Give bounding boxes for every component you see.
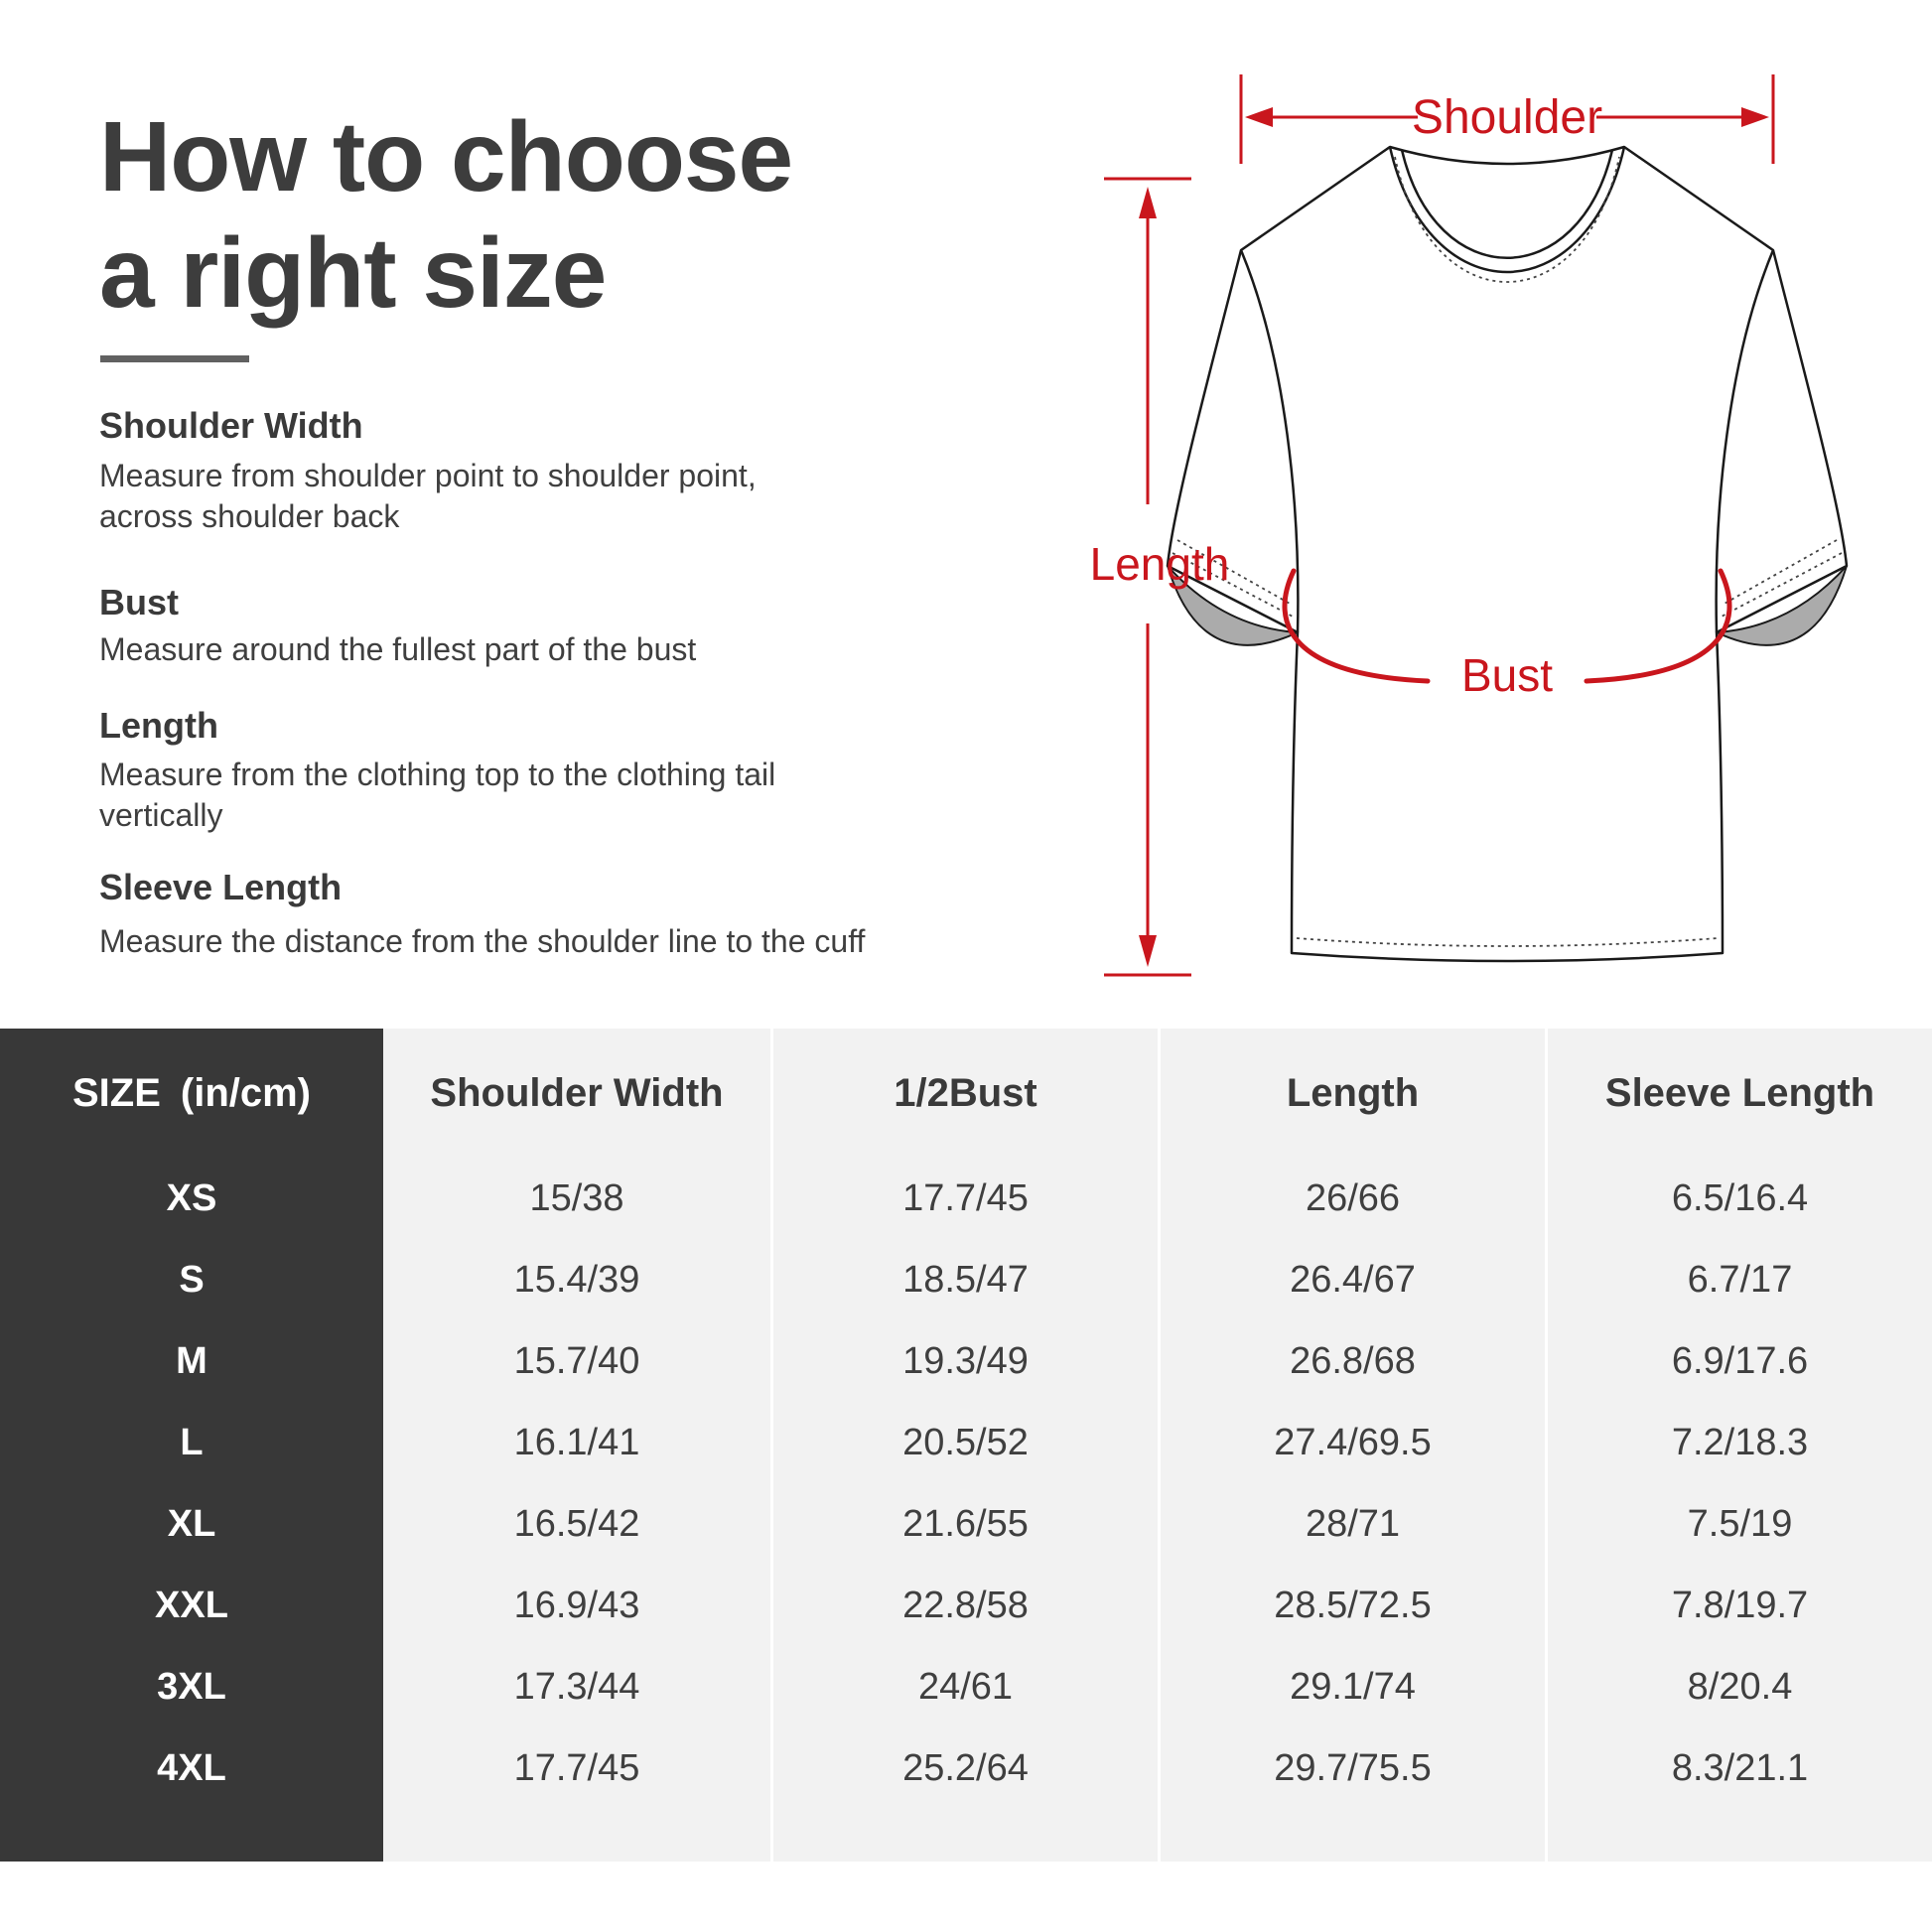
section-text-bust [99,629,696,670]
table-cell: 18.5/47 [902,1258,1029,1301]
table-column-half-bust [770,1029,1158,1862]
table-cell: 15/38 [529,1176,624,1219]
table-cell: 19.3/49 [902,1339,1029,1382]
page-title-line1: How to choose [99,101,793,212]
table-cell: 7.8/19.7 [1671,1584,1809,1626]
page-title-line2: a right size [99,217,607,329]
table-cell: 26.4/67 [1290,1258,1416,1301]
section-heading-length: Length [99,705,218,746]
table-cell: 17.7/45 [513,1746,640,1789]
table-cell: 8.3/21.1 [1671,1746,1809,1789]
table-cell: 29.1/74 [1290,1665,1416,1708]
table-cell: 24/61 [917,1665,1014,1708]
section-heading-sleeve-length: Sleeve Length [99,867,343,907]
table-cell: 25.2/64 [902,1746,1029,1789]
table-cell: 16.9/43 [513,1584,640,1626]
tshirt-measurement-diagram [854,30,1932,1023]
section-text-shoulder-width [99,456,757,537]
size-row-label: XS [166,1176,217,1219]
section-text-sleeve-length [99,921,865,962]
table-cell: 7.5/19 [1687,1502,1793,1545]
table-cell: 6.5/16.4 [1671,1176,1809,1219]
table-cell: 6.9/17.6 [1671,1339,1809,1382]
table-cell: 21.6/55 [902,1502,1029,1545]
table-cell: 6.7/17 [1687,1258,1793,1301]
size-row-label: 3XL [157,1665,226,1708]
table-cell: 28.5/72.5 [1274,1584,1432,1626]
shoulder-dimension-label: Shoulder [1411,91,1603,144]
table-cell: 16.1/41 [513,1421,640,1463]
table-cell: 17.7/45 [902,1176,1029,1219]
size-row-label: M [176,1339,207,1382]
table-cell: 8/20.4 [1687,1665,1793,1708]
table-column-length [1158,1029,1545,1862]
table-cell: 17.3/44 [513,1665,640,1708]
column-header-size: SIZE (in/cm) [71,1070,312,1115]
text-line: Measure from the clothing top to the clothing tail [99,757,776,792]
table-cell: 20.5/52 [902,1421,1029,1463]
table-cell: 7.2/18.3 [1671,1421,1809,1463]
column-header-length: Length [1286,1070,1420,1115]
size-row-label: 4XL [157,1746,226,1789]
section-heading-shoulder-width: Shoulder Width [99,405,363,446]
text-line: Measure from shoulder point to shoulder point, [99,458,757,493]
section-heading-bust: Bust [99,582,179,622]
table-column-size [0,1029,383,1862]
length-dimension-label: Length [1089,538,1230,590]
text-line: Measure around the fullest part of the bust [99,631,697,667]
table-cell: 29.7/75.5 [1274,1746,1432,1789]
text-line: Measure the distance from the shoulder line to the cuff [99,923,866,959]
column-header-sleeve-length: Sleeve Length [1604,1070,1875,1115]
text-line: vertically [99,797,223,833]
size-row-label: S [179,1258,205,1301]
table-cell: 28/71 [1305,1502,1401,1545]
table-cell: 15.4/39 [513,1258,640,1301]
table-cell: 15.7/40 [513,1339,640,1382]
text-line: across shoulder back [99,498,400,534]
tshirt-outline [1168,147,1847,961]
size-chart-table [0,1029,1932,1862]
table-cell: 22.8/58 [902,1584,1029,1626]
size-row-label: XXL [155,1584,228,1626]
column-header-shoulder-width: Shoulder Width [430,1070,724,1115]
table-column-shoulder-width [383,1029,770,1862]
page-title [99,99,792,332]
title-divider [100,355,249,362]
column-header-half-bust: 1/2Bust [894,1070,1037,1115]
table-cell: 16.5/42 [513,1502,640,1545]
size-row-label: XL [167,1502,216,1545]
table-cell: 26/66 [1305,1176,1401,1219]
section-text-length [99,755,775,836]
table-column-sleeve-length [1545,1029,1932,1862]
size-row-label: L [180,1421,204,1463]
table-cell: 26.8/68 [1290,1339,1416,1382]
bust-dimension-label: Bust [1460,649,1554,701]
tshirt-diagram-svg [854,30,1932,1023]
table-cell: 27.4/69.5 [1274,1421,1432,1463]
